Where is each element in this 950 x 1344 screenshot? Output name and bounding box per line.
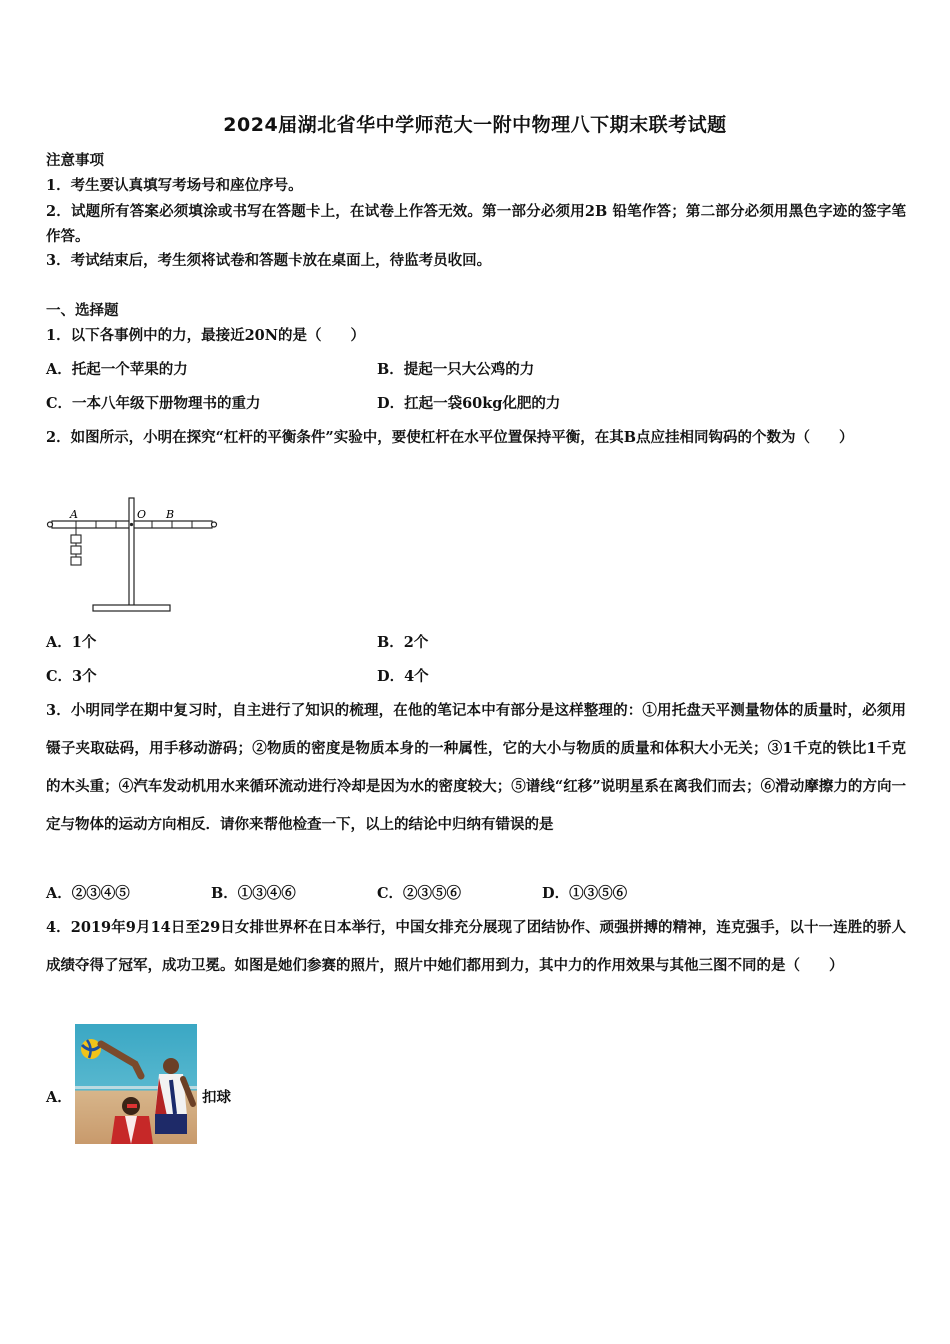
hook-weight	[71, 557, 81, 565]
question-1-option-b: B．提起一只大公鸡的力	[377, 361, 535, 378]
pivot-point	[130, 523, 133, 526]
lever-end-left	[48, 522, 53, 527]
question-1-option-d: D．扛起一袋60kg化肥的力	[377, 395, 561, 412]
lever-figure	[44, 494, 224, 618]
question-4-stem: 4．2019年9月14日至29日女排世界杯在日本举行，中国女排充分展现了团结协作、顽强拼搏的精神，连克强手，以十一连胜的骄人成绩夺得了冠军，成功卫冕。如图是她们参赛的照片，照片中她们都用到力，其中力的作用效果与其他三图不同的是（ ）	[46, 919, 906, 974]
lever-end-right	[212, 522, 217, 527]
question-4-option-a-letter: A．	[46, 1089, 72, 1106]
lever-stand	[129, 498, 134, 606]
volleyball-spike-photo	[75, 1024, 197, 1144]
question-2-stem: 2．如图所示，小明在探究“杠杆的平衡条件”实验中，要使杠杆在水平位置保持平衡，在其B点应挂相同钩码的个数为（ ）	[46, 429, 854, 446]
hook-weight	[71, 546, 81, 554]
label-a: A	[70, 508, 78, 521]
label-o: O	[137, 508, 147, 521]
notice-heading: 注意事项	[46, 152, 104, 169]
question-1-option-c: C．一本八年级下册物理书的重力	[46, 395, 261, 412]
question-2-option-c: C．3个	[46, 668, 97, 685]
question-3-option-b: B．①③④⑥	[211, 885, 296, 902]
question-3-option-c: C．②③⑤⑥	[377, 885, 462, 902]
lever-base	[93, 605, 170, 611]
notice-item: 1．考生要认真填写考场号和座位序号。	[46, 177, 303, 194]
label-b: B	[166, 508, 175, 521]
question-3-option-a: A．②③④⑤	[46, 885, 130, 902]
question-1-option-a: A．托起一个苹果的力	[46, 361, 188, 378]
question-3-stem: 3．小明同学在期中复习时，自主进行了知识的梳理，在他的笔记本中有部分是这样整理的：①用托盘天平测量物体的质量时，必须用镊子夹取砝码，用手移动游码；②物质的密度是物质本身的一种属性，它的大小与物质的质量和体积大小无关；③1千克的铁比1千克的木头重；④汽车发动机用水来循环流动进行冷却是因为水的密度较大；⑤谱线“红移”说明星系在离我们而去；⑥滑动摩擦力的方向一定与物体的运动方向相反．请你来帮他检查一下，以上的结论中归纳有错误的是	[46, 702, 906, 833]
page-title: 2024届湖北省华中学师范大一附中物理八下期末联考试题	[223, 114, 727, 136]
notice-item: 3．考试结束后，考生须将试卷和答题卡放在桌面上，待监考员收回。	[46, 252, 492, 269]
question-2-option-d: D．4个	[377, 668, 429, 685]
question-4-option-a-caption: 扣球	[202, 1089, 231, 1106]
hook-weight	[71, 535, 81, 543]
section-heading: 一、选择题	[46, 302, 119, 319]
question-2-option-b: B．2个	[377, 634, 429, 651]
question-2-option-a: A．1个	[46, 634, 97, 651]
question-3-option-d: D．①③⑤⑥	[542, 885, 628, 902]
question-1-stem: 1．以下各事例中的力，最接近20N的是（ ）	[46, 327, 366, 344]
notice-item: 2．试题所有答案必须填涂或书写在答题卡上，在试卷上作答无效。第一部分必须用2B 铅笔作答；第二部分必须用黑色字迹的签字笔作答。	[46, 203, 906, 245]
